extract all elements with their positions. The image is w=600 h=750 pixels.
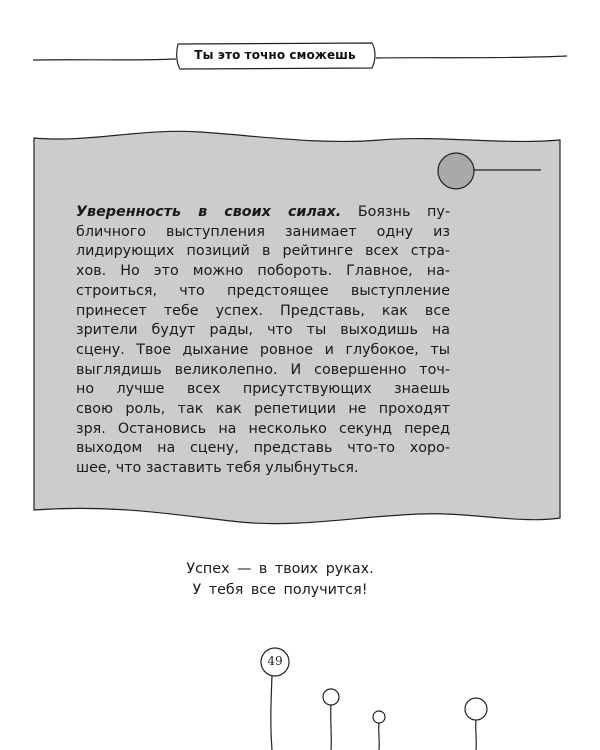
- small-balloon-icon: [323, 689, 339, 705]
- note-line: хов. Но это можно побороть. Главное, на-: [76, 263, 450, 280]
- note-line: сцену. Твое дыхание ровное и глубокое, ты: [76, 341, 450, 358]
- note-line: но лучше всех присутствующих знаешь: [76, 381, 450, 398]
- note-line: зря. Остановись на несколько секунд перед: [76, 420, 450, 437]
- note-line: шее, что заставить тебя улыбнуться.: [76, 460, 359, 477]
- note-line: принесет тебе успех. Представь, как все: [76, 302, 450, 319]
- balloon-icon: [465, 698, 487, 720]
- note-line: выглядишь великолепно. И совершенно точ-: [76, 361, 450, 378]
- note-line: лидирующих позиций в рейтинге всех стра-: [76, 243, 450, 260]
- note-title: Уверенность в своих силах.: [76, 204, 342, 220]
- small-balloon-icon: [373, 711, 385, 723]
- page-number: 49: [267, 654, 283, 668]
- note-line: выходом на сцену, представь что-то хоро-: [76, 440, 450, 457]
- note-line: бличного выступления занимает одну из: [76, 223, 450, 240]
- note-line: Боязнь пу-: [341, 204, 451, 220]
- note-line: строиться, что предстоящее выступление: [76, 282, 450, 299]
- note-line: свою роль, так как репетиции не проходят: [76, 401, 450, 418]
- quote-line-2: У тебя все получится!: [192, 582, 368, 598]
- header-title: Ты это точно сможешь: [194, 48, 356, 62]
- quote-line-1: Успех — в твоих руках.: [186, 561, 374, 577]
- note-line: зрители будут рады, что ты выходишь на: [76, 322, 450, 339]
